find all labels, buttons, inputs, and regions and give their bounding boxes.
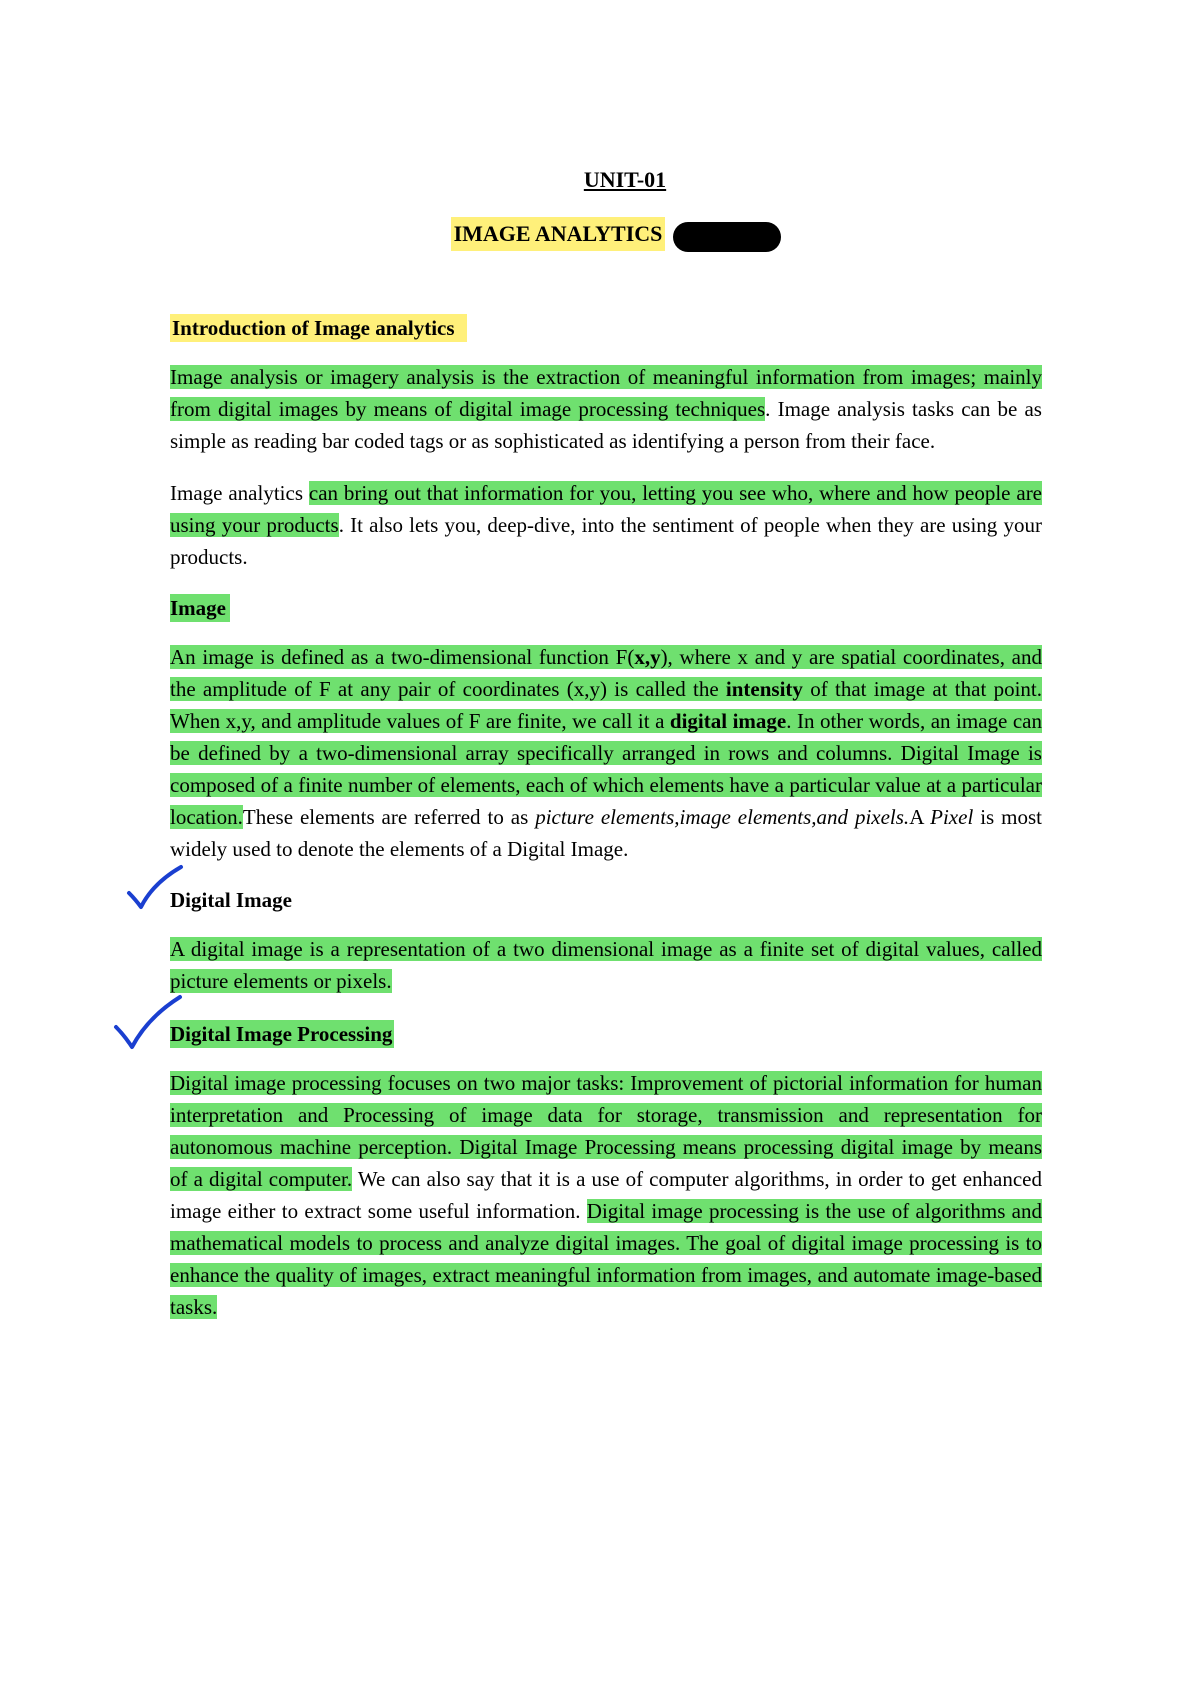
image-t2-bold: intensity xyxy=(725,677,803,701)
intro-p2-b: can bring out that information for you, letting you see who, where and how people are using your products xyxy=(170,481,1043,537)
image-t3: of that image at that point. When x,y, and amplitude values of F are finite, we call it a xyxy=(170,677,1042,733)
image-t6-italic: picture elements,image elements,and pixels. xyxy=(535,805,910,829)
dip-paragraph xyxy=(170,1067,1042,1323)
image-t1: An image is defined as a two-dimensional function F( xyxy=(170,645,635,669)
intro-paragraph-1 xyxy=(170,361,1042,457)
dip-section xyxy=(170,1019,1042,1323)
dip-heading-text: Digital Image Processing xyxy=(170,1022,393,1046)
section-heading-image xyxy=(170,593,1042,623)
document-page xyxy=(170,165,1042,1323)
intro-p1-b: the extraction of meaningful information from images; mainly from digital images by means of digital image processing techniques xyxy=(170,365,1042,421)
section-heading-intro xyxy=(170,313,1042,343)
dip-t2: Digital Image Processing means processing digital image by means of a digital computer. xyxy=(170,1135,1042,1191)
dip-t1: Digital image processing focuses on two major tasks: Improvement of pictorial information for human interpretation and Processing of image data for storage, transmission and representation for autonomous machine perception. xyxy=(170,1071,1042,1159)
image-paragraph xyxy=(170,641,1042,865)
intro-section xyxy=(170,313,1042,573)
digital-image-section xyxy=(170,885,1042,997)
dip-t4: Digital image processing is the use of algorithms and mathematical models to process and analyze digital images. The goal of digital image processing is to enhance the quality of images, extract meaningful information from images, and automate image-based tasks. xyxy=(170,1199,1042,1319)
image-t5: Digital Image is composed of a finite number of elements, each of which elements have a particular value at a particular location. xyxy=(170,741,1042,829)
image-section xyxy=(170,593,1042,865)
intro-heading-text: Introduction of Image analytics xyxy=(170,314,467,342)
unit-title: UNIT-01 xyxy=(583,167,667,192)
image-t7: A xyxy=(909,805,931,829)
intro-p2-c: . It also lets you, deep-dive, into the sentiment of people when they are using your products. xyxy=(170,513,1042,569)
image-t1-bold: x,y xyxy=(634,645,661,669)
image-t8: is most widely used to denote the elements of a Digital Image. xyxy=(170,805,1042,861)
page-title: IMAGE ANALYTICS xyxy=(451,217,666,251)
check-mark-icon xyxy=(125,863,185,913)
digital-image-text: A digital image is a representation of a two dimensional image as a finite set of digital values, called picture elements or pixels. xyxy=(170,937,1042,993)
redaction-mark xyxy=(673,222,781,252)
image-heading-text: Image xyxy=(170,594,230,622)
image-t2: ), where x and y are spatial coordinates, and the amplitude of F at any pair of coordinates (x,y) is called the xyxy=(170,645,1042,701)
image-t4: . In other words, an image can be defined by a two-dimensional array specifically arranged in rows and columns. xyxy=(170,709,1043,765)
check-mark-icon xyxy=(112,993,184,1053)
image-t3-bold: digital image xyxy=(669,709,787,733)
intro-p1-a: Image analysis or imagery analysis is xyxy=(170,365,504,389)
intro-paragraph-2 xyxy=(170,477,1042,573)
section-heading-digital-image: Digital Image xyxy=(170,888,292,912)
image-t6: These elements are referred to as xyxy=(242,805,536,829)
intro-p1-c: . Image analysis tasks can be as simple as reading bar coded tags or as sophisticated as identifying a person from their face. xyxy=(170,397,1042,453)
main-title-row xyxy=(170,217,1042,251)
dip-t3: We can also say that it is a use of computer algorithms, in order to get enhanced image either to extract some useful information. xyxy=(170,1167,1042,1223)
image-t7-italic: Pixel xyxy=(930,805,974,829)
section-heading-dip xyxy=(170,1019,1042,1049)
digital-image-paragraph xyxy=(170,933,1042,997)
intro-p2-a: Image analytics xyxy=(170,481,309,505)
